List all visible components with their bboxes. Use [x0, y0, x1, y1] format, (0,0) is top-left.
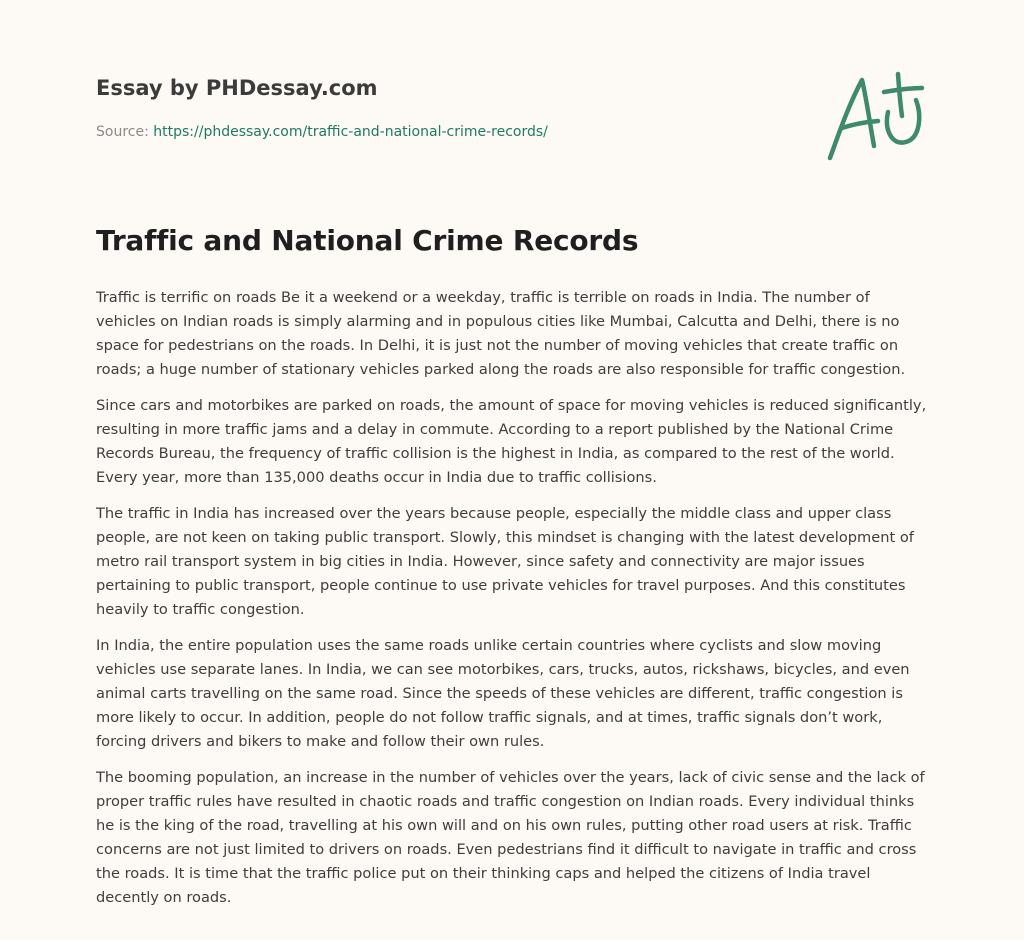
source-link[interactable]: https://phdessay.com/traffic-and-national-crime-records/: [153, 124, 548, 140]
source-label: Source:: [96, 124, 154, 140]
article-title: Traffic and National Crime Records: [96, 224, 639, 257]
source-line: [96, 124, 548, 140]
a-plus-logo-icon: [822, 66, 928, 166]
article-paragraph: Since cars and motorbikes are parked on roads, the amount of space for moving vehicles is reduced significantly, resulting in more traffic jams and a delay in commute. According to a report published by the National Crime Records Bureau, the frequency of traffic collision is the highest in India, as compared to the rest of the world. Every year, more than 135,000 deaths occur in India due to traffic collisions.: [96, 397, 927, 486]
article-body: [96, 286, 928, 922]
article-paragraph: The booming population, an increase in the number of vehicles over the years, lack of civic sense and the lack of proper traffic rules have resulted in chaotic roads and traffic congestion on Indian roads. Every individual thinks he is the king of the road, travelling at his own will and on his own rules, putting other road users at risk. Traffic concerns are not just limited to drivers on roads. Even pedestrians find it difficult to navigate in traffic and cross the roads. It is time that the traffic police put on their thinking caps and helped the citizens of India travel decently on roads.: [96, 769, 925, 906]
article-paragraph: The traffic in India has increased over the years because people, especially the middle class and upper class people, are not keen on taking public transport. Slowly, this mindset is changing with the latest development of metro rail transport system in big cities in India. However, since safety and connectivity are major issues pertaining to public transport, people continue to use private vehicles for travel purposes. And this constitutes heavily to traffic congestion.: [96, 505, 914, 618]
article-paragraph: In India, the entire population uses the same roads unlike certain countries where cyclists and slow moving vehicles use separate lanes. In India, we can see motorbikes, cars, trucks, autos, rickshaws, bicycles, and even animal carts travelling on the same road. Since the speeds of these vehicles are different, traffic congestion is more likely to occur. In addition, people do not follow traffic signals, and at times, traffic signals don’t work, forcing drivers and bikers to make and follow their own rules.: [96, 637, 910, 750]
site-brand: Essay by PHDessay.com: [96, 76, 378, 100]
article-paragraph: Traffic is terrific on roads Be it a weekend or a weekday, traffic is terrible on roads in India. The number of vehicles on Indian roads is simply alarming and in populous cities like Mumbai, Calcutta and Delhi, there is no space for pedestrians on the roads. In Delhi, it is just not the number of moving vehicles that create traffic on roads; a huge number of stationary vehicles parked along the roads are also responsible for traffic congestion.: [96, 289, 906, 378]
